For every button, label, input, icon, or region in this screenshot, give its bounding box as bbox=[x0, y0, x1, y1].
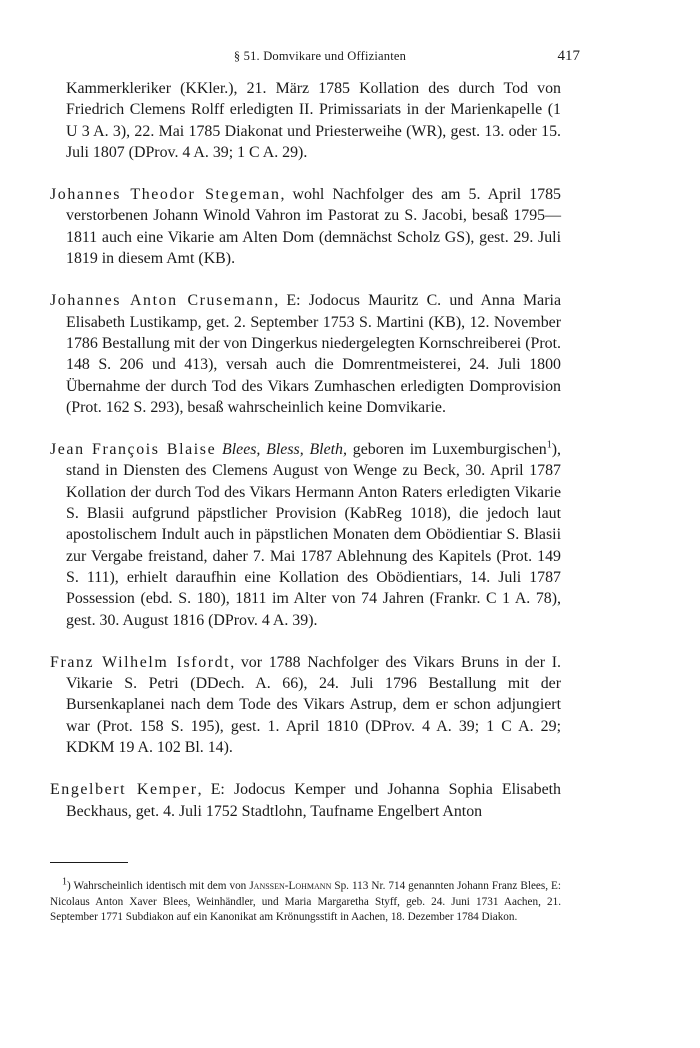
entry-text: ), stand in Diensten des Clemens August von Wenge zu Beck, 30. April 1787 Kollation der durch Tod des Vikars Hermann Anton Raters erledigten Vikarie S. Blasii aufgrund päpstlicher Provision (KabReg 1018), die jedoch laut apostolischem Indult auch in päpstlichen Monaten dem Obödientiar S. Blasii zur Vergabe freistand, daher 7. Mai 1787 Ablehnung des Kapitels (Prot. 149 S. 111), erhielt daraufhin eine Kollation des Obödientiars, 14. Juli 1787 Possession (ebd. S. 180), 1811 im Alter von 74 Jahren (Frankr. C 1 A. 78), gest. 30. August 1816 (DProv. 4 A. 39). bbox=[66, 441, 561, 629]
page-number: 417 bbox=[557, 48, 580, 64]
entry-text: , wohl Nachfolger des am 5. April 1785 verstorbenen Johann Winold Vahron im Pastorat zu S. Jacobi, besaß 1795—1811 auch eine Vikarie am Alten Dom (demnächst Scholz GS), gest. 29. Juli 1819 in diesem Amt (KB). bbox=[66, 186, 561, 268]
entry-text: , vor 1788 Nachfolger des Vikars Bruns in der I. Vikarie S. Petri (DDech. A. 66), 24. Juli 1796 Bestallung mit der Bursenkaplanei nach dem Tode des Vikars Astrup, dem er schon adjungiert war (Prot. 158 S. 195), gest. 1. April 1810 (DProv. 4 A. 39; 1 C A. 29; KDKM 19 A. 102 Bl. 14). bbox=[66, 653, 561, 757]
footnote-marker: 1 bbox=[62, 876, 67, 888]
person-name: Franz Wilhelm Isfordt bbox=[50, 653, 231, 671]
entry-stegeman bbox=[50, 184, 561, 269]
footnote-divider bbox=[50, 862, 128, 863]
running-title: § 51. Domvikare und Offizianten bbox=[233, 49, 407, 63]
running-head bbox=[60, 49, 580, 69]
person-name: Engelbert Kemper bbox=[50, 781, 198, 799]
entry-text: Kammerkleriker (KKler.), 21. März 1785 Kollation des durch Tod von Friedrich Clemens Rolff erledigten II. Primissariats in der Marienkapelle (1 U 3 A. 3), 22. Mai 1785 Diakonat und Priesterweihe (WR), gest. 13. oder 15. Juli 1807 (DProv. 4 A. 39; 1 C A. 29). bbox=[66, 80, 561, 161]
footnote-reference[interactable]: 1 bbox=[546, 439, 552, 451]
entry-crusemann bbox=[50, 290, 561, 418]
entry-kemper bbox=[50, 779, 561, 822]
entry-blaise bbox=[50, 439, 561, 631]
person-name: Jean François Blaise bbox=[50, 441, 217, 459]
main-text bbox=[50, 78, 561, 843]
entry-isfordt bbox=[50, 652, 561, 758]
entry-text: , E: Jodocus Kemper und Johanna Sophia Elisabeth Beckhaus, get. 4. Juli 1752 Stadtlohn, Taufname Engelbert Anton bbox=[66, 781, 561, 820]
footnote bbox=[50, 876, 561, 926]
name-variants: Blees, Bless, Bleth, bbox=[222, 441, 347, 459]
entry-text-lead: geboren im Luxemburgischen bbox=[346, 441, 547, 459]
footnote-text-lead: ) Wahrscheinlich identisch mit dem von bbox=[67, 880, 250, 893]
entry-kammerkleriker bbox=[50, 78, 561, 163]
cited-author: Janssen-Lohmann bbox=[249, 880, 332, 893]
entry-text: , E: Jodocus Mauritz C. und Anna Maria Elisabeth Lustikamp, get. 2. September 1753 S. Martini (KB), 12. November 1786 Bestallung mit der von Dingerkus niedergelegten Kornschreiberei (Prot. 148 S. 206 und 413), versah auch die Domrentmeisterei, 24. Juli 1800 Übernahme der durch Tod des Vikars Zumhaschen erledigten Domprovision (Prot. 162 S. 293), besaß wahrscheinlich keine Domvikarie. bbox=[66, 292, 561, 416]
person-name: Johannes Theodor Stegeman bbox=[50, 186, 281, 204]
person-name: Johannes Anton Crusemann bbox=[50, 292, 275, 310]
footnote-text: Sp. 113 Nr. 714 genannten Johann Franz Blees, E: Nicolaus Anton Xaver Blees, Weinhändler, und Maria Margaretha Styff, geb. 24. Juni 1731 Aachen, 21. September 1771 Subdiakon auf ein Kanonikat am Krönungsstift in Aachen, 18. Dezember 1784 Diakon. bbox=[50, 880, 561, 924]
